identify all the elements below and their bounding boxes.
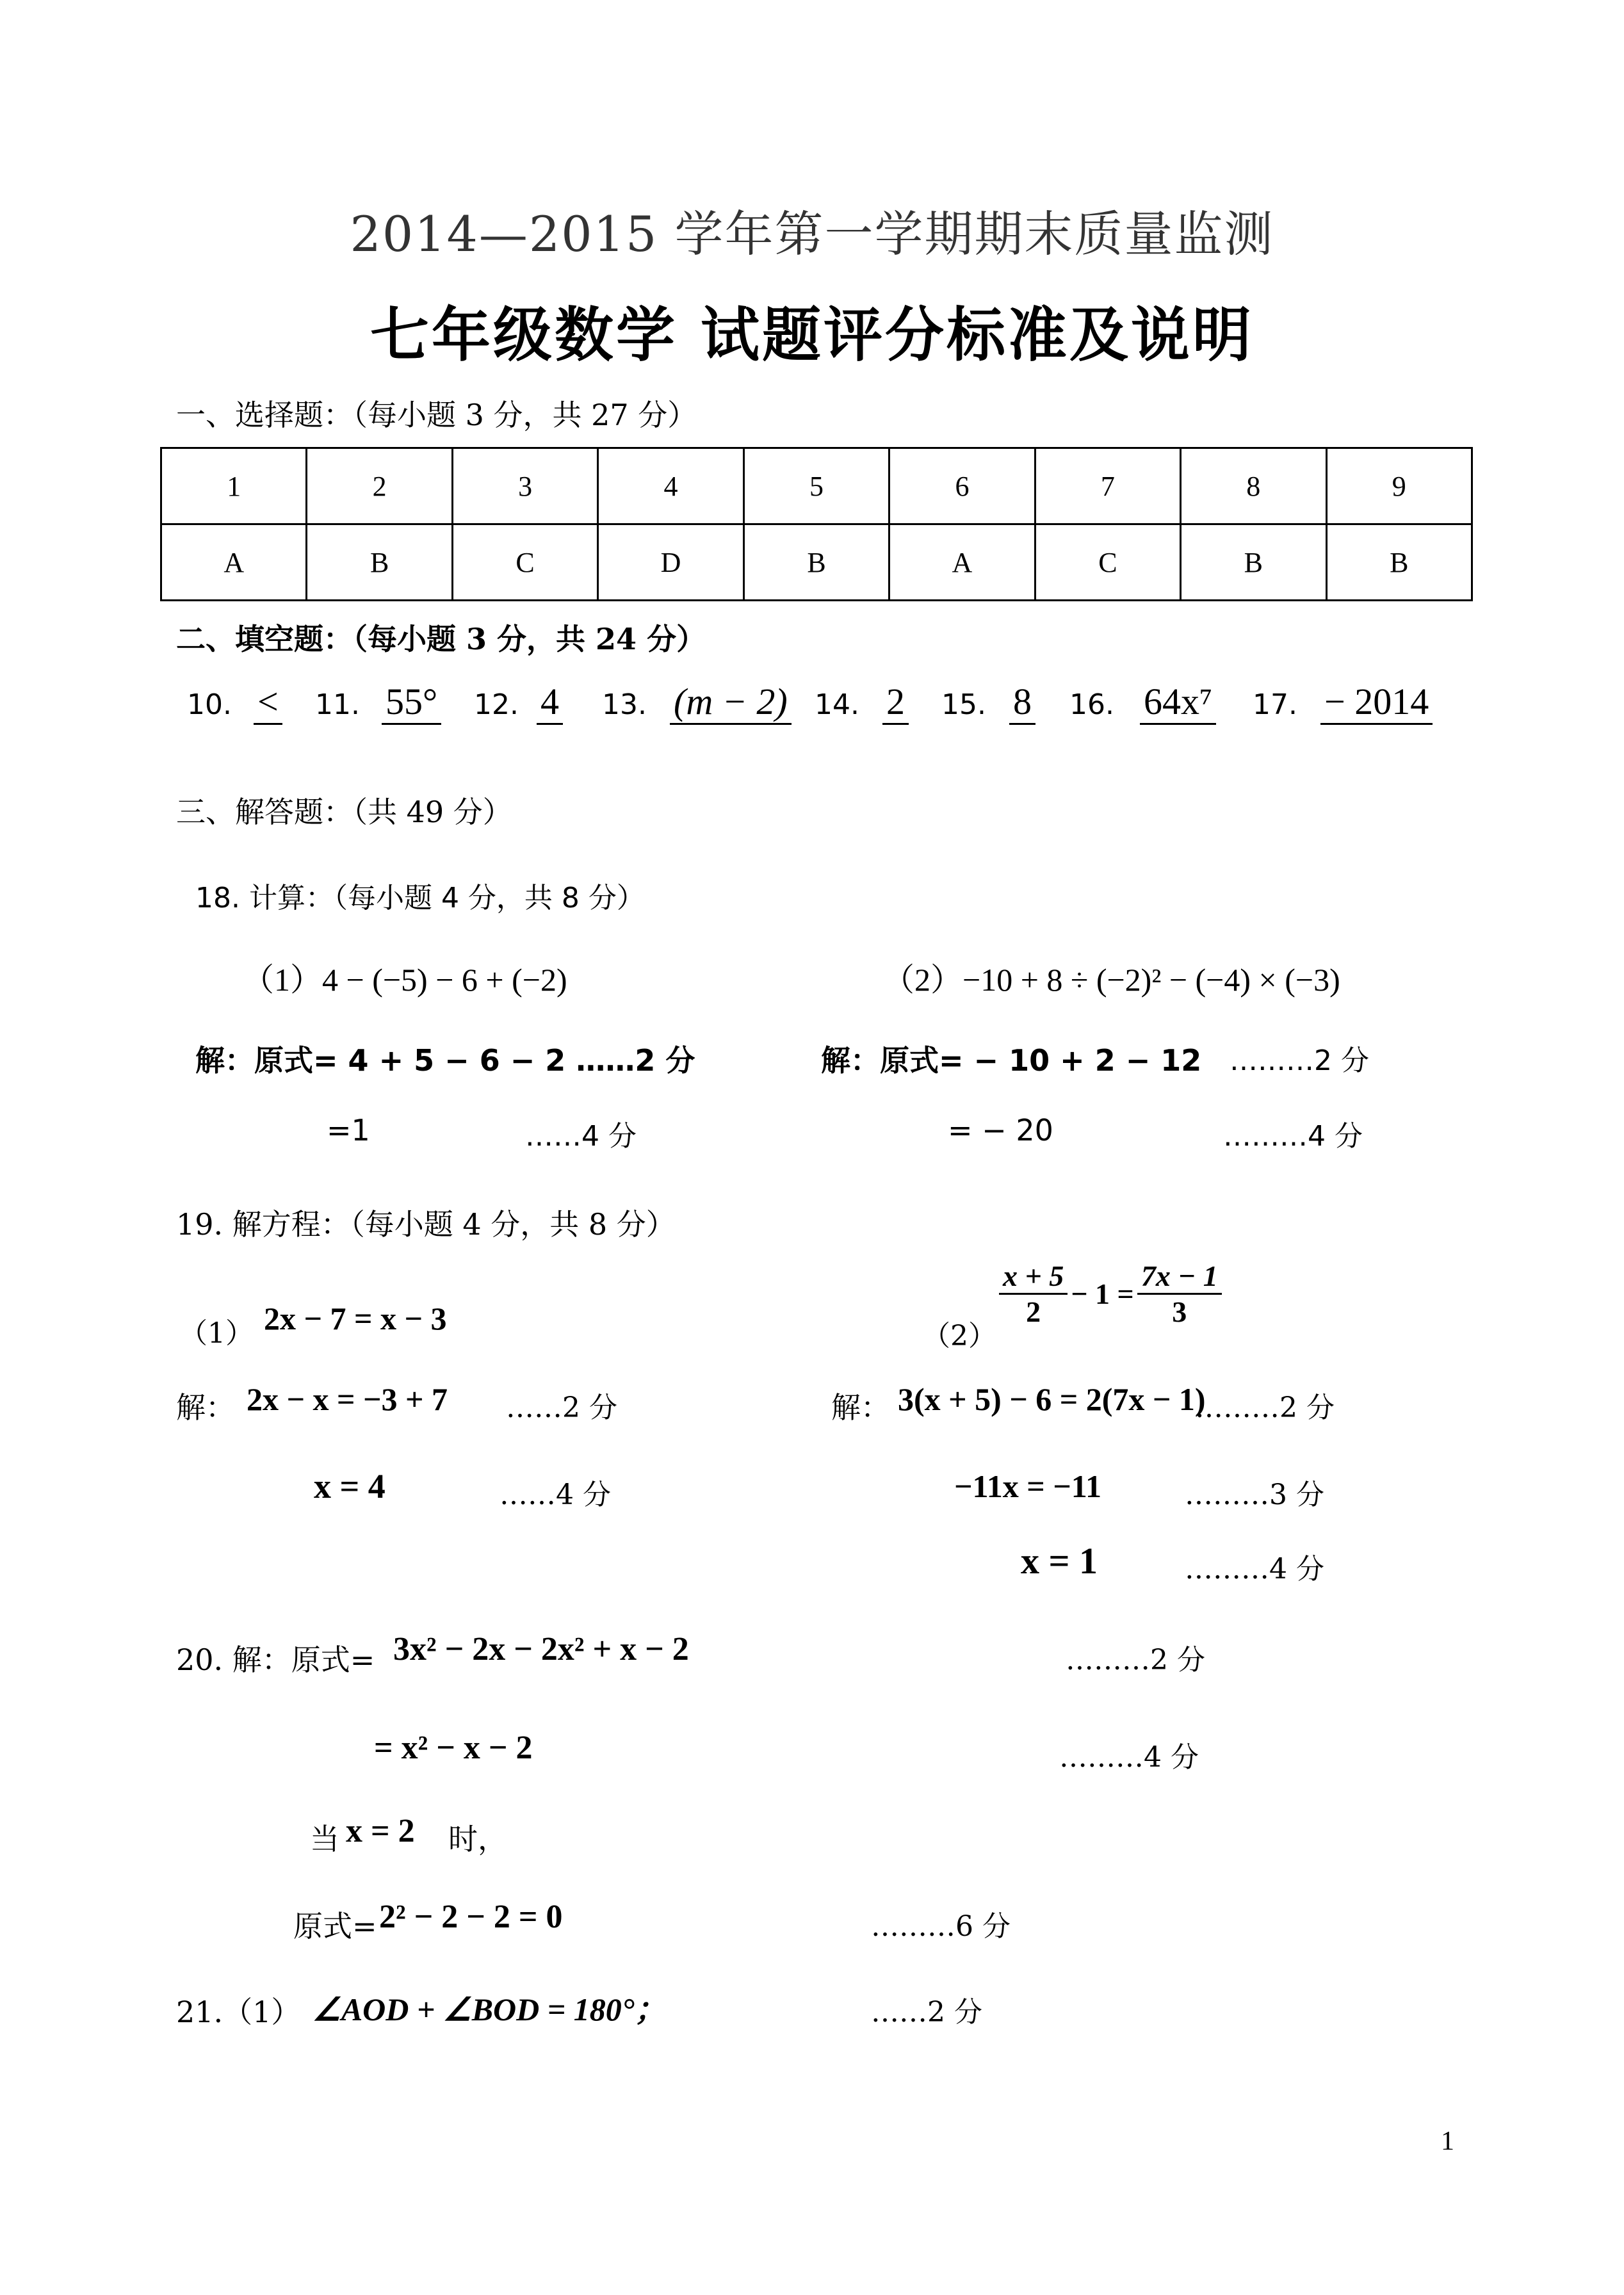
fill-number: 13. [602, 688, 647, 721]
q20-score-4: ………6 分 [871, 1910, 1011, 1943]
document-title: 2014—2015 学年第一学期期末质量监测 [350, 206, 1274, 263]
answer-cell: B [743, 524, 889, 601]
section2-heading: 二、填空题：（每小题 3 分，共 24 分） [176, 622, 706, 656]
answer-cell: C [452, 524, 597, 601]
q18-problem-2: （2）−10 + 8 ÷ (−2)² − (−4) × (−3) [882, 962, 1340, 998]
q18-solution-2-score-2: ………4 分 [1223, 1120, 1363, 1153]
answer-cell: A [889, 524, 1035, 601]
q20-line-2-expression: = x² − x − 2 [374, 1730, 533, 1766]
fill-number: 10. [187, 688, 232, 721]
q19-solution-1-score-1: ……2 分 [506, 1391, 617, 1424]
fraction [1137, 1259, 1222, 1329]
fill-answer: 8 [1009, 680, 1035, 725]
question-number-cell: 6 [889, 448, 1035, 524]
q21-score: ……2 分 [871, 1996, 982, 2029]
q18-solution-2-line-2: = − 20 [948, 1113, 1053, 1148]
q19-heading: 19. 解方程：（每小题 4 分，共 8 分） [176, 1207, 676, 1242]
q19-solution-1-score-2: ……4 分 [499, 1479, 611, 1511]
q18-solution-1-line-1: 解：原式= 4 + 5 − 6 − 2 ……2 分 [195, 1043, 695, 1078]
answer-cell: C [1035, 524, 1180, 601]
document-subtitle: 七年级数学 试题评分标准及说明 [369, 301, 1255, 369]
answer-table [160, 447, 1473, 601]
q21-expression: ∠AOD + ∠BOD = 180°； [313, 1991, 667, 2027]
q20-line-3-prefix: 当 [310, 1822, 339, 1856]
fill-number: 16. [1069, 688, 1114, 721]
q18-solution-2-line-1: 解：原式= − 10 + 2 − 12 [821, 1043, 1202, 1078]
answer-cell: A [161, 524, 307, 601]
q18-problem-1: （1）4 − (−5) − 6 + (−2) [242, 962, 567, 998]
answer-cell: D [598, 524, 743, 601]
q19-solution-2-label: 解： [831, 1390, 890, 1425]
fill-answer: < [254, 680, 282, 725]
fill-number: 12. [474, 688, 519, 721]
q19-solution-1-label: 解： [176, 1390, 235, 1425]
fill-number: 14. [815, 688, 859, 721]
q20-line-1-expression: 3x² − 2x − 2x² + x − 2 [393, 1631, 689, 1667]
fraction-denominator: 3 [1172, 1295, 1187, 1328]
answer-table-numbers-row [161, 448, 1472, 524]
q19-solution-1-line-1: 2x − x = −3 + 7 [247, 1381, 448, 1417]
q20-line-4-expression: 2² − 2 − 2 = 0 [379, 1899, 563, 1935]
answer-cell: B [1326, 524, 1472, 601]
fill-answer: 2 [882, 680, 909, 725]
q20-line-1-prefix: 20. 解：原式= [176, 1642, 375, 1677]
answer-cell: B [307, 524, 452, 601]
fill-answer: 64x⁷ [1140, 680, 1216, 725]
fill-answer: − 2014 [1320, 680, 1433, 725]
fraction-denominator: 2 [1026, 1295, 1041, 1328]
question-number-cell: 1 [161, 448, 307, 524]
q20-line-3-expression: x = 2 [346, 1813, 415, 1849]
answer-table-answers-row [161, 524, 1472, 601]
question-number-cell: 9 [1326, 448, 1472, 524]
page-number: 1 [1441, 2127, 1454, 2156]
question-number-cell: 2 [307, 448, 452, 524]
q19-problem-2-equation [999, 1259, 1222, 1329]
q19-solution-2-score-3: ………4 分 [1185, 1553, 1324, 1585]
q19-solution-2-line-1: 3(x + 5) − 6 = 2(7x − 1) [898, 1381, 1206, 1417]
q20-line-4-prefix: 原式= [293, 1909, 377, 1943]
fraction-numerator: 7x − 1 [1137, 1259, 1222, 1295]
q19-problem-2-label: （2） [922, 1320, 996, 1352]
q19-problem-1-equation: 2x − 7 = x − 3 [264, 1301, 447, 1336]
q20-score-1: ………2 分 [1066, 1644, 1205, 1676]
fill-number: 17. [1253, 688, 1297, 721]
question-number-cell: 8 [1181, 448, 1326, 524]
fill-answer: 55° [382, 680, 441, 725]
q18-solution-2-score-1: ………2 分 [1230, 1044, 1369, 1077]
fill-answer: (m − 2) [670, 680, 792, 725]
section1-heading: 一、选择题：（每小题 3 分，共 27 分） [176, 398, 697, 432]
equation-middle: − 1 = [1071, 1277, 1134, 1310]
q21-prefix: 21.（1） [176, 1995, 301, 2029]
fill-number: 11. [315, 688, 360, 721]
q20-score-2: ………4 分 [1059, 1741, 1199, 1774]
q19-solution-2-score-2: ………3 分 [1185, 1479, 1324, 1511]
q20-line-3-suffix: 时， [448, 1822, 507, 1856]
fraction [999, 1259, 1068, 1329]
question-number-cell: 3 [452, 448, 597, 524]
answer-cell: B [1181, 524, 1326, 601]
q19-problem-1-label: （1） [179, 1317, 254, 1350]
q18-solution-1-score-2: ……4 分 [525, 1120, 637, 1153]
q19-solution-2-line-2: −11x = −11 [954, 1468, 1101, 1504]
section3-heading: 三、解答题：（共 49 分） [176, 795, 512, 829]
q18-heading: 18. 计算：（每小题 4 分，共 8 分） [195, 882, 645, 914]
fill-number: 15. [941, 688, 986, 721]
q19-solution-1-line-2: x = 4 [314, 1467, 386, 1505]
fill-answer: 4 [537, 680, 563, 725]
question-number-cell: 7 [1035, 448, 1180, 524]
q19-solution-2-score-1: ………2 分 [1195, 1391, 1335, 1424]
q18-solution-1-line-2: =1 [327, 1113, 370, 1148]
fraction-numerator: x + 5 [999, 1259, 1068, 1295]
question-number-cell: 4 [598, 448, 743, 524]
question-number-cell: 5 [743, 448, 889, 524]
q19-solution-2-line-3: x = 1 [1021, 1540, 1098, 1582]
